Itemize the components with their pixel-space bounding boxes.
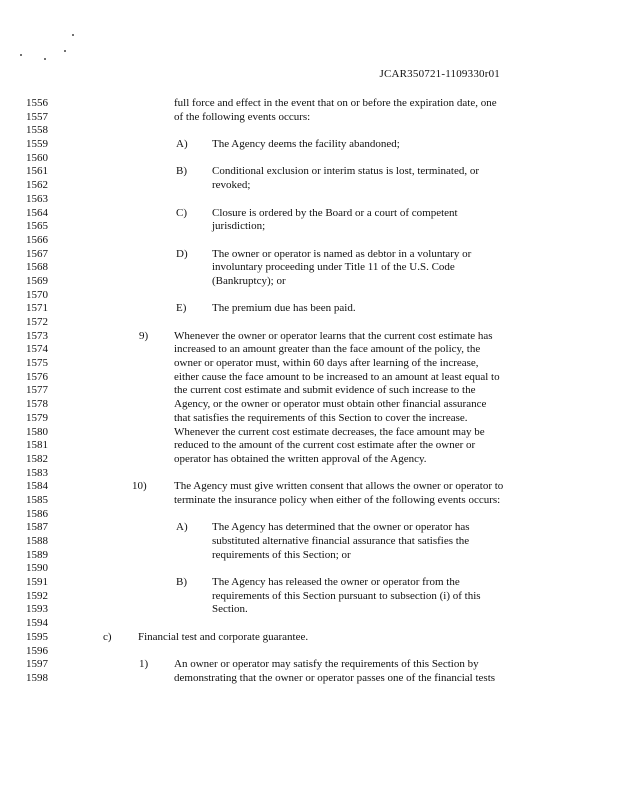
document-line xyxy=(0,412,618,426)
document-line xyxy=(0,439,618,453)
line-text: The Agency must give written consent that allows the owner or operator to xyxy=(174,480,504,493)
line-number: 1579 xyxy=(26,411,48,424)
document-line xyxy=(0,549,618,563)
document-line xyxy=(0,316,618,330)
line-number: 1585 xyxy=(26,493,48,506)
document-line xyxy=(0,165,618,179)
document-line xyxy=(0,343,618,357)
line-text: revoked; xyxy=(212,179,251,192)
line-number: 1558 xyxy=(26,124,48,137)
line-text: involuntary proceeding under Title 11 of the U.S. Code xyxy=(212,261,455,274)
item-label: B) xyxy=(176,576,187,589)
line-text: The premium due has been paid. xyxy=(212,302,356,315)
item-label: C) xyxy=(176,206,187,219)
line-number: 1593 xyxy=(26,603,48,616)
line-number: 1598 xyxy=(26,671,48,684)
item-label: 9) xyxy=(139,329,149,342)
document-line xyxy=(0,302,618,316)
document-line xyxy=(0,480,618,494)
document-line xyxy=(0,521,618,535)
document-line xyxy=(0,467,618,481)
line-number: 1581 xyxy=(26,439,48,452)
line-number: 1573 xyxy=(26,329,48,342)
item-label: 1) xyxy=(139,658,149,671)
document-line xyxy=(0,330,618,344)
line-text: increased to an amount greater than the face amount of the policy, the xyxy=(174,343,481,356)
line-text: owner or operator must, within 60 days after learning of the increase, xyxy=(174,357,479,370)
line-text: the current cost estimate and submit evidence of such increase to the xyxy=(174,384,476,397)
line-number: 1560 xyxy=(26,151,48,164)
document-line xyxy=(0,590,618,604)
document-line xyxy=(0,508,618,522)
speck xyxy=(64,50,66,52)
line-number: 1575 xyxy=(26,357,48,370)
line-number: 1565 xyxy=(26,220,48,233)
line-text: requirements of this Section; or xyxy=(212,548,351,561)
line-number: 1590 xyxy=(26,562,48,575)
item-label: A) xyxy=(176,521,188,534)
document-line xyxy=(0,275,618,289)
document-line xyxy=(0,576,618,590)
line-number: 1567 xyxy=(26,247,48,260)
line-number: 1597 xyxy=(26,658,48,671)
document-line xyxy=(0,261,618,275)
document-line xyxy=(0,124,618,138)
line-number: 1574 xyxy=(26,343,48,356)
document-line xyxy=(0,658,618,672)
document-line xyxy=(0,111,618,125)
document-line xyxy=(0,562,618,576)
item-label: 10) xyxy=(132,480,147,493)
speck xyxy=(44,58,46,60)
item-label: B) xyxy=(176,165,187,178)
line-number: 1578 xyxy=(26,398,48,411)
document-line xyxy=(0,357,618,371)
document-line xyxy=(0,220,618,234)
document-line xyxy=(0,426,618,440)
speck xyxy=(20,54,22,56)
document-line xyxy=(0,179,618,193)
document-line xyxy=(0,234,618,248)
document-body xyxy=(0,97,618,686)
line-text: Whenever the owner or operator learns that the current cost estimate has xyxy=(174,329,493,342)
line-number: 1580 xyxy=(26,425,48,438)
document-line xyxy=(0,97,618,111)
line-number: 1587 xyxy=(26,521,48,534)
line-number: 1557 xyxy=(26,110,48,123)
document-line xyxy=(0,494,618,508)
document-line xyxy=(0,535,618,549)
document-line xyxy=(0,645,618,659)
line-text: Section. xyxy=(212,603,248,616)
line-number: 1583 xyxy=(26,466,48,479)
line-text: Financial test and corporate guarantee. xyxy=(138,630,309,643)
line-text: An owner or operator may satisfy the requirements of this Section by xyxy=(174,658,479,671)
line-number: 1571 xyxy=(26,302,48,315)
line-text: terminate the insurance policy when either of the following events occurs: xyxy=(174,493,501,506)
line-text: that satisfies the requirements of this Section to cover the increase. xyxy=(174,411,468,424)
line-text: of the following events occurs: xyxy=(174,110,311,123)
item-label: E) xyxy=(176,302,187,315)
document-line xyxy=(0,289,618,303)
line-text: full force and effect in the event that on or before the expiration date, one xyxy=(174,97,497,109)
document-line xyxy=(0,398,618,412)
line-number: 1588 xyxy=(26,535,48,547)
line-number: 1594 xyxy=(26,617,48,630)
line-number: 1595 xyxy=(26,630,48,643)
line-text: The Agency has released the owner or operator from the xyxy=(212,576,460,589)
line-number: 1582 xyxy=(26,452,48,465)
document-line xyxy=(0,672,618,686)
line-text: either cause the face amount to be increased to an amount at least equal to xyxy=(174,370,500,383)
line-number: 1592 xyxy=(26,589,48,602)
line-text: Whenever the current cost estimate decreases, the face amount may be xyxy=(174,425,485,438)
line-number: 1591 xyxy=(26,576,48,589)
item-label: D) xyxy=(176,247,188,260)
document-line xyxy=(0,384,618,398)
line-text: substituted alternative financial assurance that satisfies the xyxy=(212,535,470,547)
document-line xyxy=(0,207,618,221)
document-line xyxy=(0,193,618,207)
line-text: operator has obtained the written approval of the Agency. xyxy=(174,452,427,465)
document-line xyxy=(0,371,618,385)
line-text: Agency, or the owner or operator must obtain other financial assurance xyxy=(174,398,487,411)
item-label: c) xyxy=(103,630,112,643)
line-text: requirements of this Section pursuant to subsection (i) of this xyxy=(212,589,481,602)
document-line xyxy=(0,152,618,166)
line-number: 1586 xyxy=(26,507,48,520)
document-line xyxy=(0,138,618,152)
document-line xyxy=(0,617,618,631)
line-number: 1572 xyxy=(26,316,48,328)
item-label: A) xyxy=(176,138,188,151)
line-text: The Agency has determined that the owner or operator has xyxy=(212,521,470,534)
line-number: 1576 xyxy=(26,370,48,383)
document-line xyxy=(0,603,618,617)
line-text: (Bankruptcy); or xyxy=(212,274,286,287)
line-number: 1561 xyxy=(26,165,48,178)
line-number: 1566 xyxy=(26,233,48,246)
line-text: Closure is ordered by the Board or a court of competent xyxy=(212,206,458,219)
line-text: The owner or operator is named as debtor in a voluntary or xyxy=(212,247,472,260)
line-number: 1589 xyxy=(26,548,48,561)
line-text: reduced to the amount of the current cost estimate after the owner or xyxy=(174,439,476,452)
line-number: 1563 xyxy=(26,192,48,205)
line-number: 1569 xyxy=(26,274,48,287)
line-number: 1570 xyxy=(26,288,48,301)
line-number: 1596 xyxy=(26,644,48,657)
scan-specks xyxy=(20,34,80,64)
line-number: 1562 xyxy=(26,179,48,192)
document-line xyxy=(0,248,618,262)
document-id: JCAR350721-1109330r01 xyxy=(379,68,500,80)
line-number: 1584 xyxy=(26,480,48,493)
line-number: 1564 xyxy=(26,206,48,219)
line-text: jurisdiction; xyxy=(212,220,266,233)
line-number: 1559 xyxy=(26,138,48,151)
line-text: demonstrating that the owner or operator passes one of the financial tests xyxy=(174,671,496,684)
document-line xyxy=(0,631,618,645)
line-number: 1556 xyxy=(26,97,48,109)
line-number: 1577 xyxy=(26,384,48,397)
speck xyxy=(72,34,74,36)
document-line xyxy=(0,453,618,467)
line-text: The Agency deems the facility abandoned; xyxy=(212,138,400,151)
line-text: Conditional exclusion or interim status is lost, terminated, or xyxy=(212,165,480,178)
line-number: 1568 xyxy=(26,261,48,274)
